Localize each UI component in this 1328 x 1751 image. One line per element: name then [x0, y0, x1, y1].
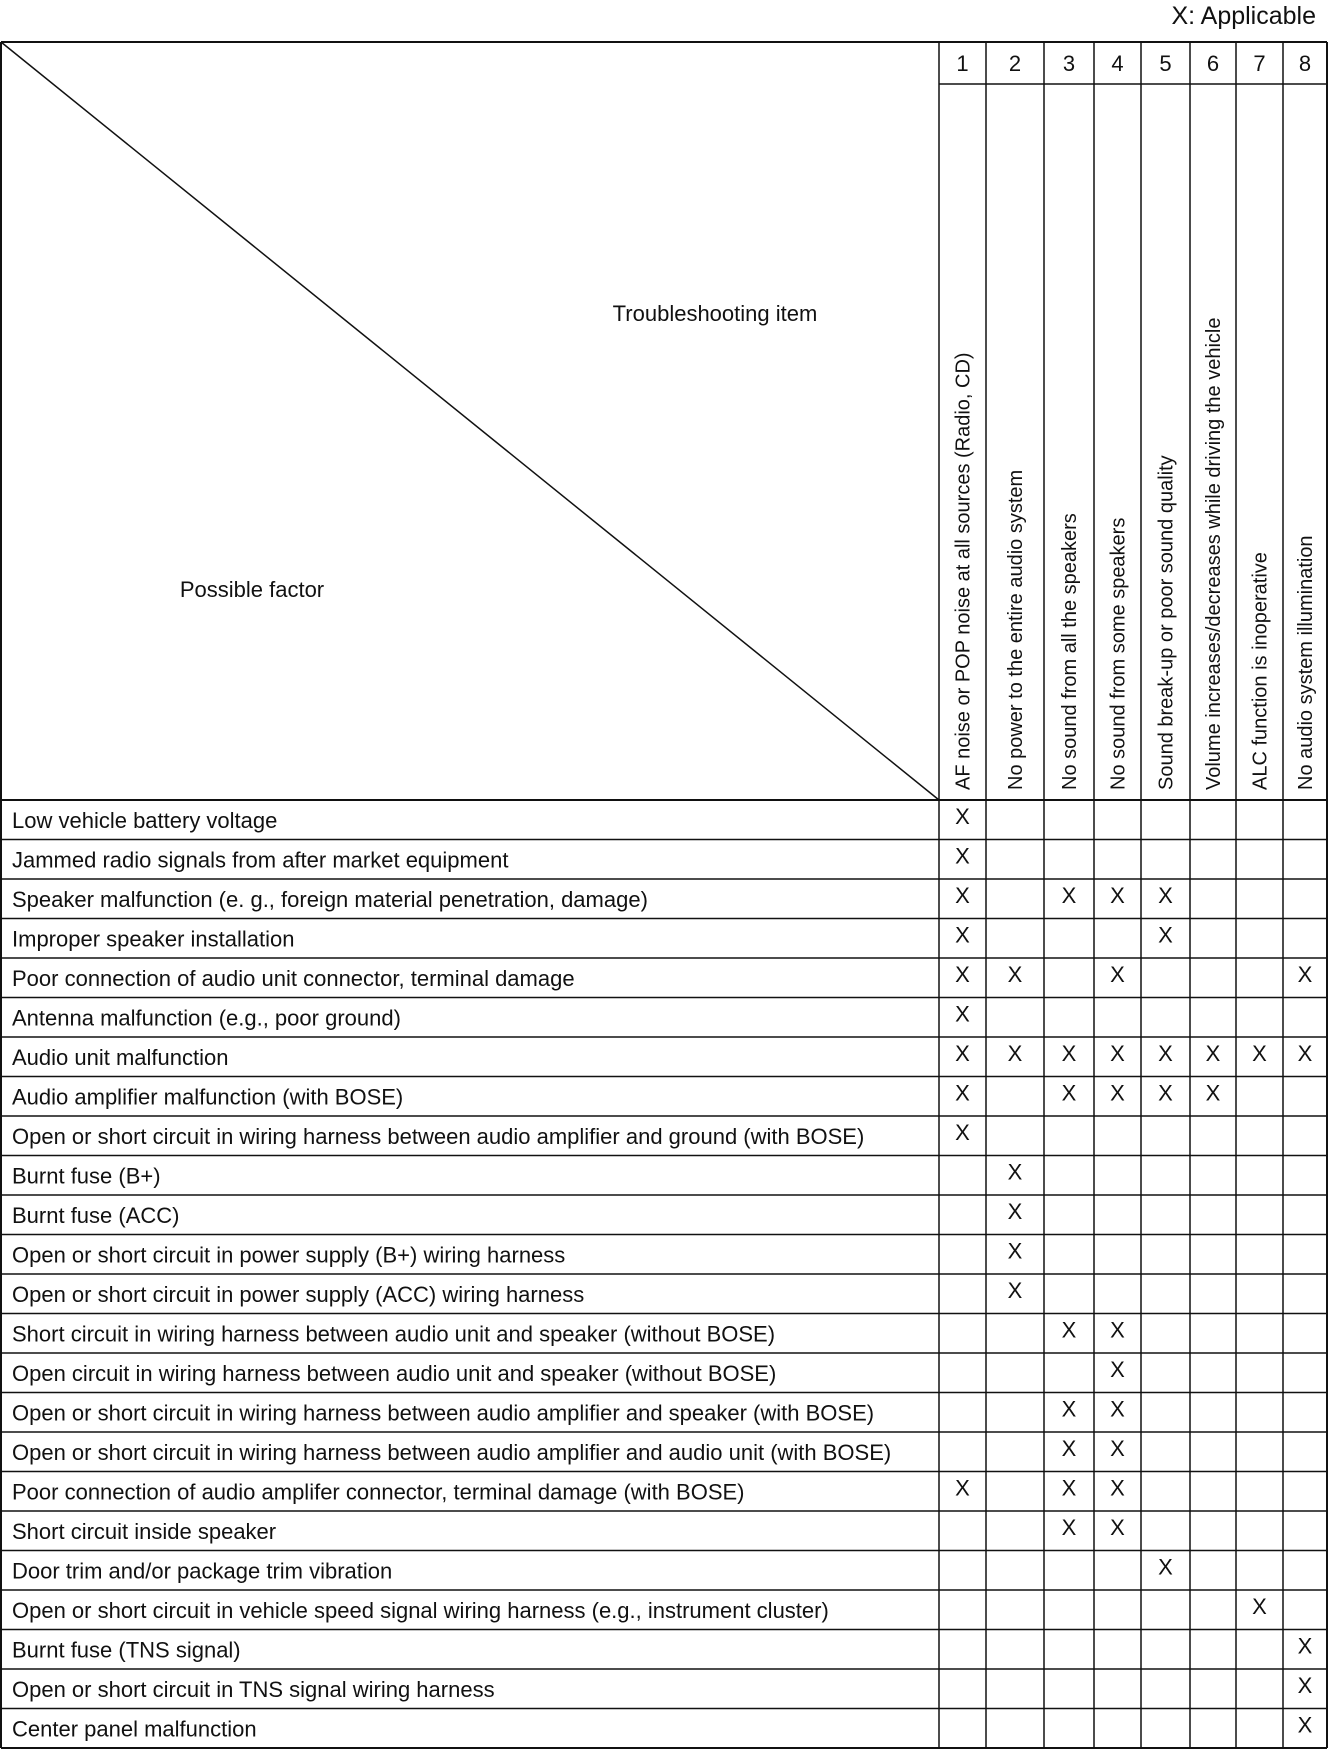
table-row — [12, 962, 1313, 991]
row-factor-label: Jammed radio signals from after market equipment — [12, 847, 509, 873]
row-factor-label: Antenna malfunction (e.g., poor ground) — [12, 1005, 401, 1031]
row-factor-label: Burnt fuse (B+) — [12, 1163, 161, 1189]
row-factor-label: Short circuit inside speaker — [12, 1518, 277, 1544]
column-number-2: 2 — [1008, 51, 1022, 76]
troubleshooting-item-label: Troubleshooting item — [612, 301, 818, 326]
row-factor-label: Open circuit in wiring harness between audio unit and speaker (without BOSE) — [12, 1360, 777, 1386]
table-row — [12, 1475, 1125, 1504]
column-title-3: No sound from all the speakers — [1059, 513, 1081, 790]
applicable-mark-col-4: X — [1110, 1040, 1125, 1066]
row-factor-label: Burnt fuse (ACC) — [12, 1202, 180, 1228]
table-row — [12, 1120, 970, 1149]
applicable-mark-col-5: X — [1158, 1040, 1173, 1066]
table-row — [12, 1357, 1125, 1386]
applicable-mark-col-6: X — [1205, 1080, 1221, 1106]
header-diagonal — [1, 42, 939, 800]
applicable-mark-col-4: X — [1110, 1356, 1125, 1382]
applicable-mark-col-4: X — [1110, 1435, 1125, 1461]
table-body — [12, 804, 1313, 1742]
applicable-mark-col-1: X — [955, 843, 970, 869]
row-factor-label: Open or short circuit in TNS signal wiring harness — [12, 1676, 495, 1702]
row-factor-label: Low vehicle battery voltage — [12, 807, 278, 833]
applicable-mark-col-4: X — [1110, 882, 1125, 908]
column-title-7: ALC function is inoperative — [1249, 552, 1272, 790]
column-number-8: 8 — [1298, 51, 1312, 76]
row-factor-label: Burnt fuse (TNS signal) — [12, 1637, 241, 1663]
table-row — [12, 804, 970, 833]
applicable-mark-col-4: X — [1110, 1514, 1125, 1540]
legend-applicable: X: Applicable — [1171, 2, 1316, 30]
row-factor-label: Open or short circuit in wiring harness between audio amplifier and speaker (with BOSE) — [12, 1400, 875, 1426]
applicable-mark-col-1: X — [955, 922, 970, 948]
row-factor-label: Open or short circuit in power supply (ACC) wiring harness — [12, 1281, 585, 1307]
table-row — [12, 1041, 1313, 1070]
table-row — [12, 1633, 1313, 1662]
row-factor-label: Center panel malfunction — [12, 1716, 257, 1742]
row-factor-label: Audio unit malfunction — [12, 1044, 229, 1070]
applicable-mark-col-2: X — [1007, 961, 1023, 987]
column-title-6: Volume increases/decreases while driving the vehicle — [1203, 317, 1225, 790]
applicable-mark-col-4: X — [1110, 1475, 1125, 1501]
column-number-6: 6 — [1206, 51, 1220, 76]
table-row — [12, 843, 970, 872]
applicable-mark-col-5: X — [1158, 1080, 1173, 1106]
row-factor-label: Open or short circuit in wiring harness between audio amplifier and ground (with BOSE) — [12, 1123, 865, 1149]
applicable-mark-col-6: X — [1205, 1040, 1221, 1066]
applicable-mark-col-4: X — [1110, 961, 1125, 987]
applicable-mark-col-3: X — [1061, 1396, 1077, 1422]
row-factor-label: Short circuit in wiring harness between audio unit and speaker (without BOSE) — [12, 1321, 776, 1347]
applicable-mark-col-2: X — [1007, 1238, 1023, 1264]
column-number-7: 7 — [1253, 51, 1266, 76]
row-factor-label: Improper speaker installation — [12, 926, 295, 952]
column-number-5: 5 — [1159, 51, 1172, 76]
row-factor-label: Audio amplifier malfunction (with BOSE) — [12, 1084, 404, 1110]
applicable-mark-col-4: X — [1110, 1080, 1125, 1106]
row-factor-label: Poor connection of audio amplifer connector, terminal damage (with BOSE) — [12, 1479, 745, 1505]
applicable-mark-col-5: X — [1158, 922, 1173, 948]
applicable-mark-col-1: X — [955, 1080, 970, 1106]
column-title-1: AF noise or POP noise at all sources (Radio, CD) — [952, 352, 975, 790]
table-row — [12, 1278, 1023, 1307]
applicable-mark-col-8: X — [1297, 1040, 1313, 1066]
column-title-5: Sound break-up or poor sound quality — [1155, 455, 1178, 790]
table-row — [12, 922, 1173, 951]
column-title-8: No audio system illumination — [1295, 535, 1317, 790]
applicable-mark-col-1: X — [955, 961, 970, 987]
column-title-4: No sound from some speakers — [1107, 517, 1130, 790]
applicable-mark-col-1: X — [955, 1119, 970, 1145]
applicable-mark-col-8: X — [1297, 1633, 1313, 1659]
row-factor-label: Open or short circuit in wiring harness between audio amplifier and audio unit (with BOSE) — [12, 1439, 892, 1465]
table-row — [12, 1554, 1173, 1583]
table-row — [12, 1515, 1125, 1544]
applicable-mark-col-2: X — [1007, 1198, 1023, 1224]
applicable-mark-col-2: X — [1007, 1277, 1023, 1303]
column-number-3: 3 — [1062, 51, 1076, 76]
table-row — [12, 1080, 1221, 1109]
column-number-1: 1 — [956, 51, 969, 76]
applicable-mark-col-2: X — [1007, 1040, 1023, 1066]
table-row — [12, 1673, 1313, 1702]
row-factor-label: Speaker malfunction (e. g., foreign material penetration, damage) — [12, 886, 648, 912]
table-row — [12, 1159, 1023, 1188]
table-row — [12, 1712, 1313, 1741]
possible-factor-label: Possible factor — [179, 577, 325, 602]
table-row — [12, 1199, 1023, 1228]
applicable-mark-col-3: X — [1061, 1475, 1077, 1501]
table-row — [12, 1317, 1125, 1346]
applicable-mark-col-1: X — [955, 1475, 970, 1501]
applicable-mark-col-3: X — [1061, 882, 1077, 908]
applicable-mark-col-8: X — [1297, 1712, 1313, 1738]
table-row — [12, 883, 1173, 912]
column-title-2: No power to the entire audio system — [1005, 469, 1027, 790]
applicable-mark-col-8: X — [1297, 1672, 1313, 1698]
applicable-mark-col-3: X — [1061, 1080, 1077, 1106]
applicable-mark-col-3: X — [1061, 1317, 1077, 1343]
applicable-mark-col-7: X — [1252, 1040, 1267, 1066]
row-factor-label: Open or short circuit in power supply (B+) wiring harness — [12, 1242, 566, 1268]
applicable-mark-col-3: X — [1061, 1040, 1077, 1066]
row-factor-label: Door trim and/or package trim vibration — [12, 1558, 393, 1584]
applicable-mark-col-4: X — [1110, 1317, 1125, 1343]
applicable-mark-col-1: X — [955, 1001, 970, 1027]
table-row — [12, 1436, 1125, 1465]
applicable-mark-col-5: X — [1158, 882, 1173, 908]
applicable-mark-col-1: X — [955, 803, 970, 829]
table-row — [12, 1594, 1267, 1623]
applicable-mark-col-8: X — [1297, 961, 1313, 987]
applicable-mark-col-3: X — [1061, 1514, 1077, 1540]
applicable-mark-col-4: X — [1110, 1396, 1125, 1422]
row-factor-label: Open or short circuit in vehicle speed signal wiring harness (e.g., instrument cluster) — [12, 1597, 829, 1623]
applicable-mark-col-7: X — [1252, 1593, 1267, 1619]
applicable-mark-col-5: X — [1158, 1554, 1173, 1580]
column-headers — [953, 51, 1318, 790]
row-factor-label: Poor connection of audio unit connector, terminal damage — [12, 965, 575, 991]
table-row — [12, 1396, 1125, 1425]
applicable-mark-col-2: X — [1007, 1159, 1023, 1185]
applicable-mark-col-3: X — [1061, 1435, 1077, 1461]
table-row — [12, 1238, 1023, 1267]
applicable-mark-col-1: X — [955, 1040, 970, 1066]
applicable-mark-col-1: X — [955, 882, 970, 908]
table-row — [12, 1001, 970, 1030]
column-number-4: 4 — [1111, 51, 1124, 76]
